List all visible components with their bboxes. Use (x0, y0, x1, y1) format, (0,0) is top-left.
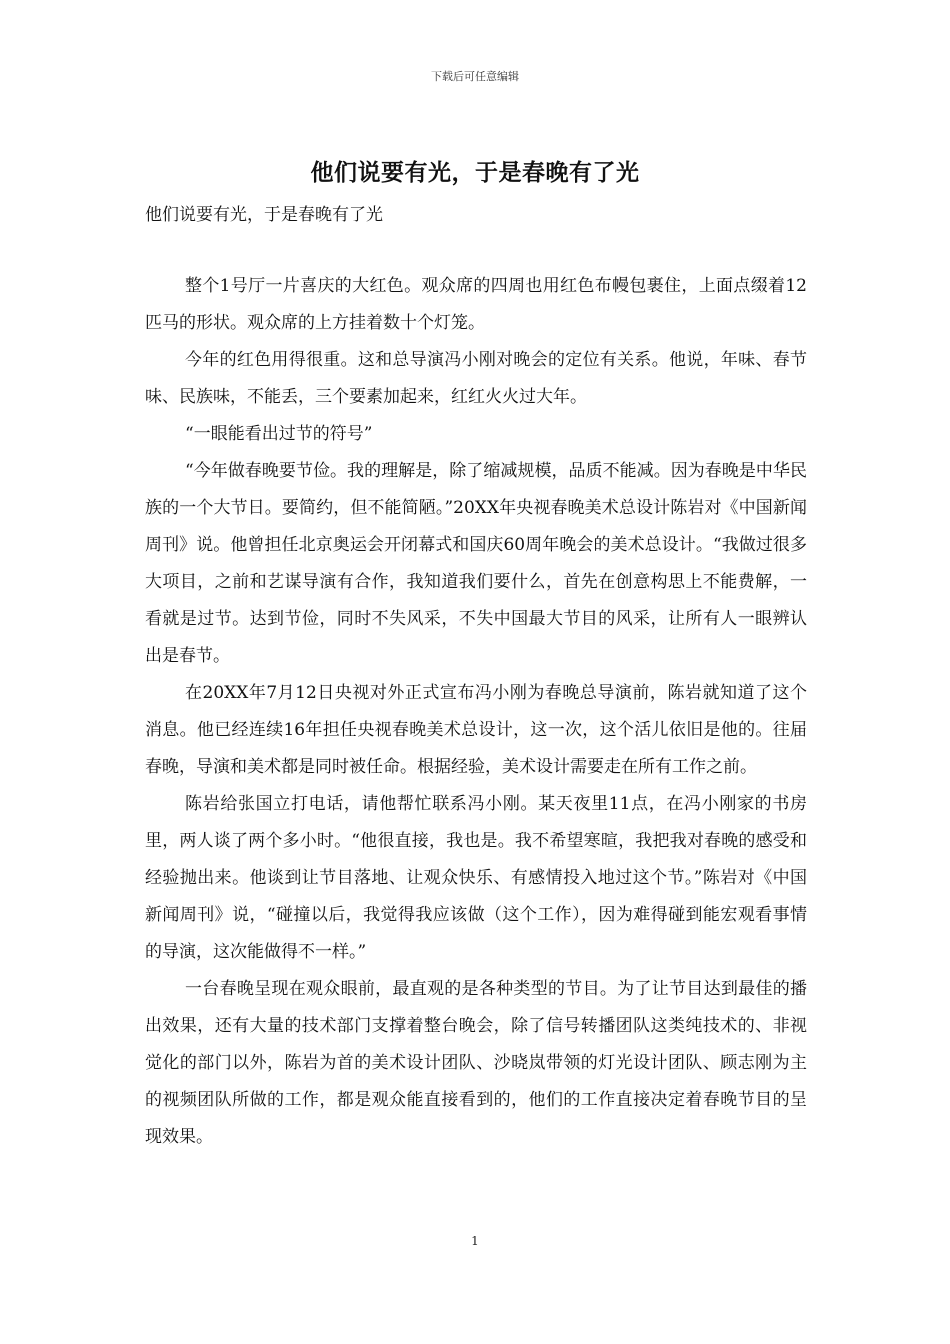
document-subtitle: 他们说要有光，于是春晚有了光 (145, 205, 383, 225)
paragraph: 整个1号厅一片喜庆的大红色。观众席的四周也用红色布幔包裹住，上面点缀着12匹马的形状。观众席的上方挂着数十个灯笼。 (145, 276, 807, 333)
paragraph: 在20XX年7月12日央视对外正式宣布冯小刚为春晚总导演前，陈岩就知道了这个消息。他已经连续16年担任央视春晚美术总设计，这一次，这个活儿依旧是他的。往届春晚，导演和美术都是同时被任命。根据经验，美术设计需要走在所有工作之前。 (145, 683, 807, 777)
page-number: 1 (471, 1234, 479, 1248)
document-title: 他们说要有光，于是春晚有了光 (310, 159, 640, 186)
paragraph: 今年的红色用得很重。这和总导演冯小刚对晚会的定位有关系。他说，年味、春节味、民族味，不能丢，三个要素加起来，红红火火过大年。 (145, 350, 807, 407)
paragraph: 陈岩给张国立打电话，请他帮忙联系冯小刚。某天夜里11点，在冯小刚家的书房里，两人谈了两个多小时。“他很直接，我也是。我不希望寒暄，我把我对春晚的感受和经验抛出来。他谈到让节目落地、让观众快乐、有感情投入地过这个节。”陈岩对《中国新闻周刊》说，“碰撞以后，我觉得我应该做（这个工作），因为难得碰到能宏观看事情的导演，这次能做得不一样。” (145, 794, 807, 962)
paragraph: “今年做春晚要节俭。我的理解是，除了缩减规模，品质不能减。因为春晚是中华民族的一个大节日。要简约，但不能简陋。”20XX年央视春晚美术总设计陈岩对《中国新闻周刊》说。他曾担任北京奥运会开闭幕式和国庆60周年晚会的美术总设计。“我做过很多大项目，之前和艺谋导演有合作，我知道我们要什么，首先在创意构思上不能费解，一看就是过节。达到节俭，同时不失风采，不失中国最大节目的风采，让所有人一眼辨认出是春节。 (145, 461, 807, 666)
article-body (145, 268, 807, 1156)
paragraph: 一台春晚呈现在观众眼前，最直观的是各种类型的节目。为了让节目达到最佳的播出效果，还有大量的技术部门支撑着整台晚会，除了信号转播团队这类纯技术的、非视觉化的部门以外，陈岩为首的美术设计团队、沙晓岚带领的灯光设计团队、顾志刚为主的视频团队所做的工作，都是观众能直接看到的，他们的工作直接决定着春晚节目的呈现效果。 (145, 979, 807, 1147)
header-note: 下载后可任意编辑 (431, 70, 519, 83)
section-heading: “一眼能看出过节的符号” (185, 424, 373, 444)
